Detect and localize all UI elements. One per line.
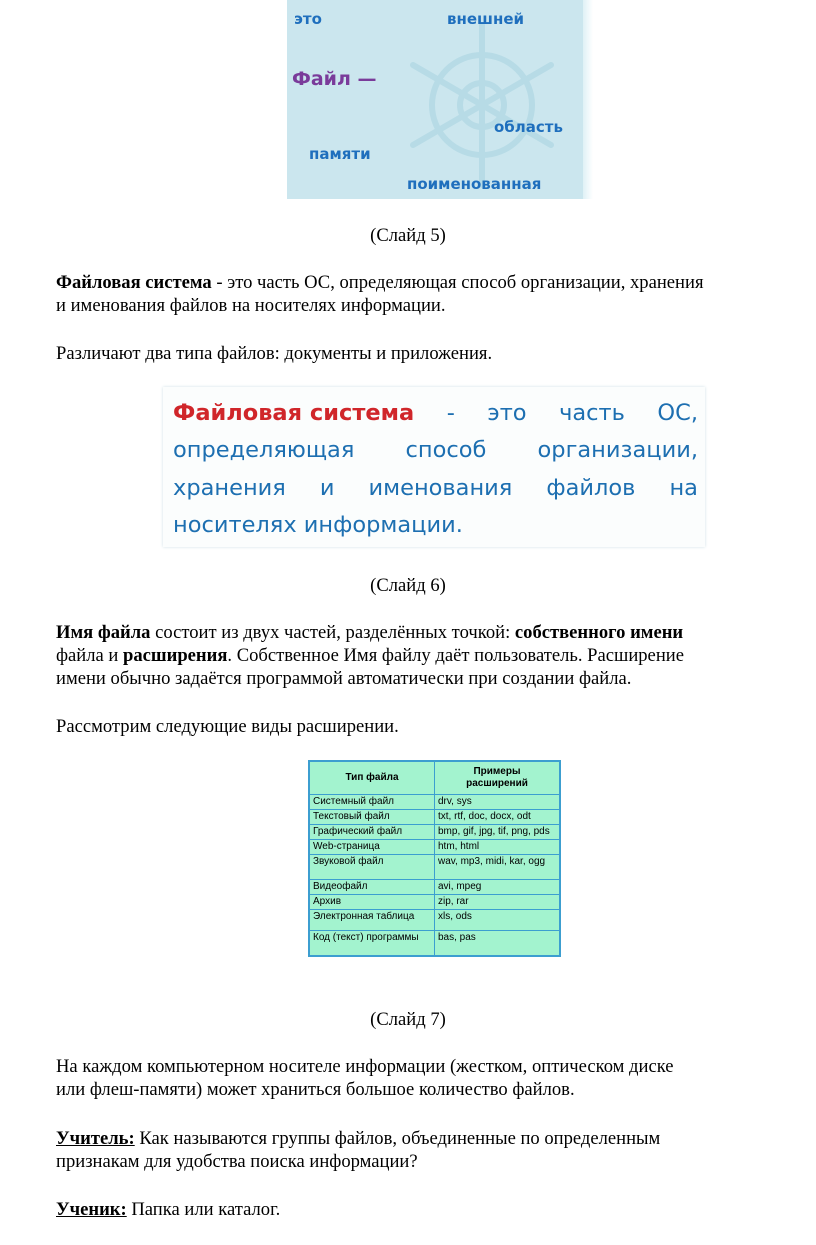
- snowflake-icon: [397, 20, 567, 190]
- student-label: Ученик:: [56, 1199, 127, 1220]
- table-row: Архив zip, rar: [309, 895, 560, 910]
- word-vneshney: внешней: [447, 10, 525, 28]
- table-row: Web-страница htm, html: [309, 840, 560, 855]
- paragraph-file-types: Различают два типа файлов: документы и приложения.: [56, 343, 493, 364]
- table-row: Системный файл drv, sys: [309, 795, 560, 810]
- caption-slide5: (Слайд 5): [370, 225, 446, 246]
- paragraph-consider: Рассмотрим следующие виды расширении.: [56, 716, 399, 737]
- table-row: Электронная таблица xls, ods: [309, 910, 560, 931]
- paragraph-file-name: Имя файла состоит из двух частей, разделённых точкой: собственного имени файла и расширения. Собственное Имя файлу даёт пользователь. Расширение имени обычно задаётся программой автоматически при создании файла.: [56, 622, 684, 689]
- table-header: Примеры расширений: [435, 761, 561, 795]
- slide6-image: Файловая система - это часть ОС, определяющая способ организации, хранения и именования файлов на носителях информации.: [163, 387, 705, 547]
- table-header-row: [309, 761, 560, 795]
- caption-slide7: (Слайд 7): [370, 1009, 446, 1030]
- table-row: Звуковой файл wav, mp3, midi, kar, ogg: [309, 855, 560, 880]
- word-poimenovannaya: поименованная: [407, 175, 542, 193]
- slide5-image: [287, 0, 583, 199]
- table-row: Графический файл bmp, gif, jpg, tif, png, pds: [309, 825, 560, 840]
- term-file-system: Файловая система: [56, 272, 212, 293]
- word-oblast: область: [494, 118, 563, 136]
- teacher-label: Учитель:: [56, 1128, 135, 1149]
- word-fail: Файл —: [292, 68, 377, 90]
- table-row: Текстовый файл txt, rtf, doc, docx, odt: [309, 810, 560, 825]
- extensions-table: [308, 760, 561, 957]
- caption-slide6: (Слайд 6): [370, 575, 446, 596]
- paragraph-teacher: Учитель: Как называются группы файлов, объединенные по определенным признакам для удобства поиска информации?: [56, 1128, 661, 1172]
- table-row: Видеофайл avi, mpeg: [309, 880, 560, 895]
- paragraph-storage: На каждом компьютерном носителе информации (жестком, оптическом диске или флеш-памяти) может храниться большое количество файлов.: [56, 1056, 674, 1100]
- paragraph-file-system: Файловая система - это часть ОС, определяющая способ организации, хранения и именования файлов на носителях информации.: [56, 272, 704, 316]
- table-header: Тип файла: [309, 761, 435, 795]
- table-row: Код (текст) программы bas, pas: [309, 931, 560, 957]
- word-eto: это: [294, 10, 322, 28]
- paragraph-student: Ученик: Папка или каталог.: [56, 1199, 281, 1220]
- word-pamyati: памяти: [309, 145, 371, 163]
- slide5-image-edge: [583, 0, 593, 199]
